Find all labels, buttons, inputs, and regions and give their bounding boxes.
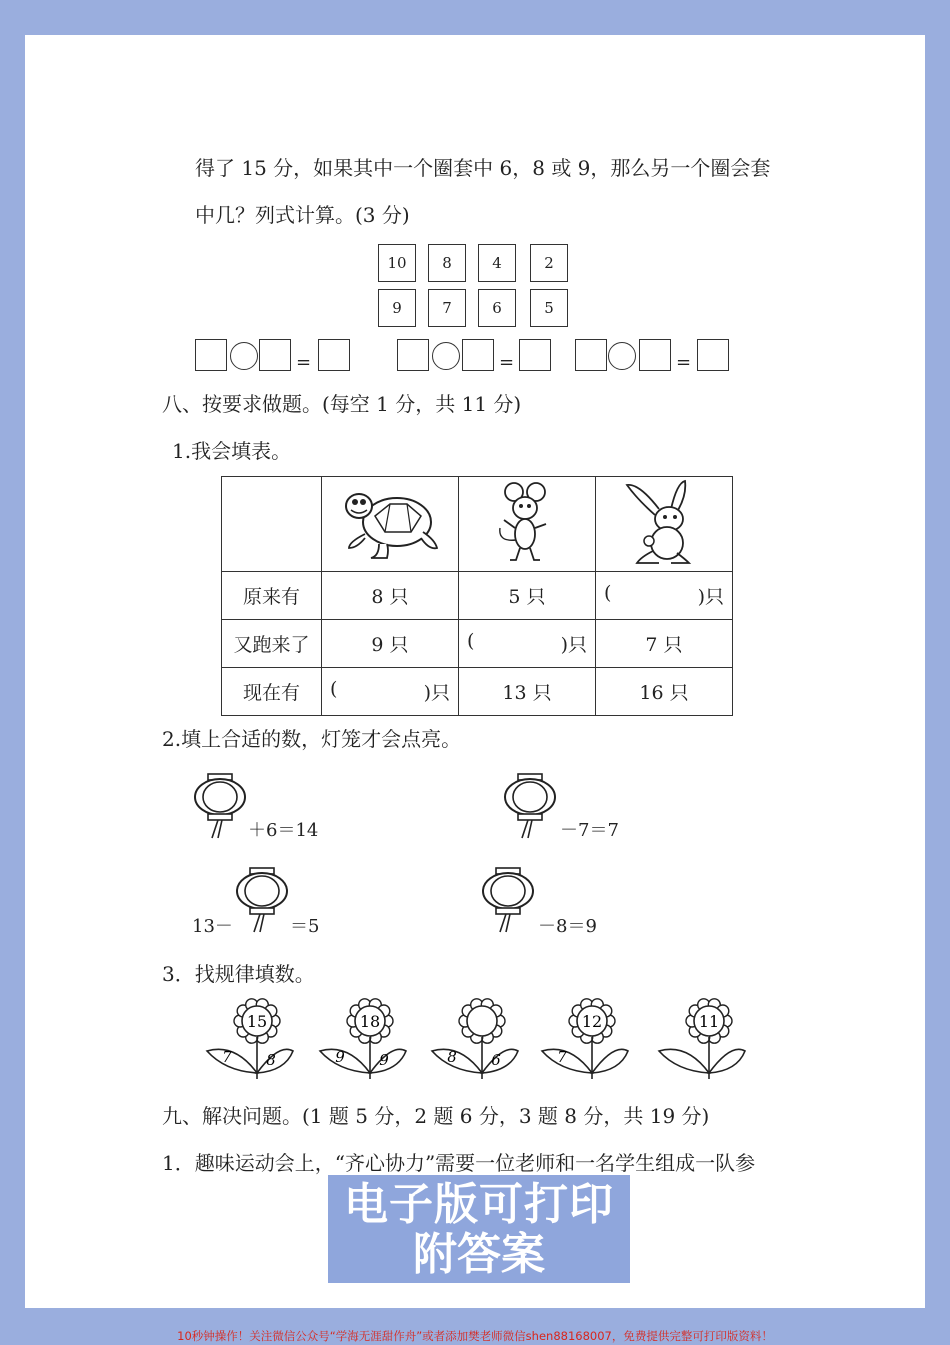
answer-square[interactable]: [462, 339, 494, 371]
equals-sign: =: [499, 352, 515, 373]
blank-close: )只: [697, 586, 724, 608]
flower-center-number: 12: [581, 1012, 603, 1031]
flower-center-number: 18: [359, 1012, 381, 1031]
q8-sub1: 1.我会填表。: [172, 439, 292, 463]
number-box: 8: [428, 244, 466, 282]
answer-square[interactable]: [195, 339, 227, 371]
lantern-icon[interactable]: [232, 866, 292, 934]
printable-banner: [328, 1175, 630, 1283]
equals-sign: =: [676, 352, 692, 373]
row-label: 又跑来了: [222, 620, 322, 668]
flower-center-number: 11: [698, 1012, 720, 1031]
flower-icon: [657, 995, 747, 1081]
flower-icon: [540, 995, 630, 1081]
answer-square[interactable]: [318, 339, 350, 371]
flower-left-leaf-number: 8: [447, 1048, 457, 1066]
blank-close: )只: [560, 634, 587, 656]
section-9-heading: 九、解决问题。(1 题 5 分，2 题 6 分，3 题 8 分，共 19 分): [162, 1104, 710, 1128]
q8-sub2: 2.填上合适的数，灯笼才会点亮。: [162, 727, 462, 751]
q7-line2: 中几？列式计算。(3 分): [195, 203, 410, 227]
lantern-icon[interactable]: [500, 772, 560, 840]
table-cell: 8 只: [322, 572, 459, 620]
number-box: 4: [478, 244, 516, 282]
answer-square[interactable]: [697, 339, 729, 371]
table-corner-cell: [222, 477, 322, 572]
q8-sub3: 3．找规律填数。: [162, 962, 315, 986]
flower-left-leaf-number: 7: [222, 1048, 232, 1066]
q9-p1: 1．趣味运动会上，“齐心协力”需要一位老师和一名学生组成一队参: [162, 1151, 756, 1175]
row-label: 现在有: [222, 668, 322, 716]
flower-icon: [430, 995, 520, 1081]
blank-open: (: [604, 582, 612, 604]
answer-square[interactable]: [519, 339, 551, 371]
answer-square[interactable]: [575, 339, 607, 371]
rabbit-icon: [596, 477, 733, 572]
lantern-eq: －8＝9: [538, 916, 597, 937]
table-cell: 7 只: [596, 620, 733, 668]
answer-square[interactable]: [639, 339, 671, 371]
flower-right-leaf-number: 9: [379, 1051, 389, 1069]
table-cell: 13 只: [459, 668, 596, 716]
lantern-eq: ＝5: [290, 916, 320, 937]
blank-open: (: [467, 630, 475, 652]
blank-open: (: [330, 678, 338, 700]
operator-circle[interactable]: [608, 342, 636, 370]
number-box: 10: [378, 244, 416, 282]
table-cell: 9 只: [322, 620, 459, 668]
number-box: 9: [378, 289, 416, 327]
number-box: 2: [530, 244, 568, 282]
lantern-eq: －7＝7: [560, 820, 619, 841]
table-cell: 5 只: [459, 572, 596, 620]
flower-left-leaf-number: 9: [335, 1048, 345, 1066]
answer-square[interactable]: [259, 339, 291, 371]
operator-circle[interactable]: [230, 342, 258, 370]
lantern-icon[interactable]: [190, 772, 250, 840]
lantern-eq: ＋6＝14: [248, 820, 319, 841]
footer-notice: 10秒钟操作！关注微信公众号“学海无涯甜作舟”或者添加樊老师微信shen88168007，免费提供完整可打印版资料！: [177, 1329, 773, 1343]
operator-circle[interactable]: [432, 342, 460, 370]
answer-square[interactable]: [397, 339, 429, 371]
number-box: 6: [478, 289, 516, 327]
number-box: 7: [428, 289, 466, 327]
equals-sign: =: [296, 352, 312, 373]
flower-left-leaf-number: 7: [557, 1048, 567, 1066]
blank-cell[interactable]: [322, 668, 459, 716]
lantern-eq: 13－: [192, 916, 233, 937]
flower-right-leaf-number: 6: [491, 1051, 501, 1069]
number-box: 5: [530, 289, 568, 327]
banner-line2: 附答案: [413, 1229, 545, 1280]
banner-line1: 电子版可打印: [344, 1179, 614, 1230]
flower-icon: [318, 995, 408, 1081]
flower-center-number: 15: [246, 1012, 268, 1031]
turtle-icon: [322, 477, 459, 572]
blank-cell[interactable]: [459, 620, 596, 668]
section-8-heading: 八、按要求做题。(每空 1 分，共 11 分): [162, 392, 522, 416]
blank-close: )只: [423, 682, 450, 704]
flower-icon: [205, 995, 295, 1081]
blank-cell[interactable]: [596, 572, 733, 620]
row-label: 原来有: [222, 572, 322, 620]
flower-right-leaf-number: 8: [266, 1051, 276, 1069]
q7-line1: 得了 15 分，如果其中一个圈套中 6，8 或 9，那么另一个圈会套: [195, 156, 771, 180]
fill-table: [221, 476, 733, 716]
table-cell: 16 只: [596, 668, 733, 716]
mouse-icon: [459, 477, 596, 572]
lantern-icon[interactable]: [478, 866, 538, 934]
